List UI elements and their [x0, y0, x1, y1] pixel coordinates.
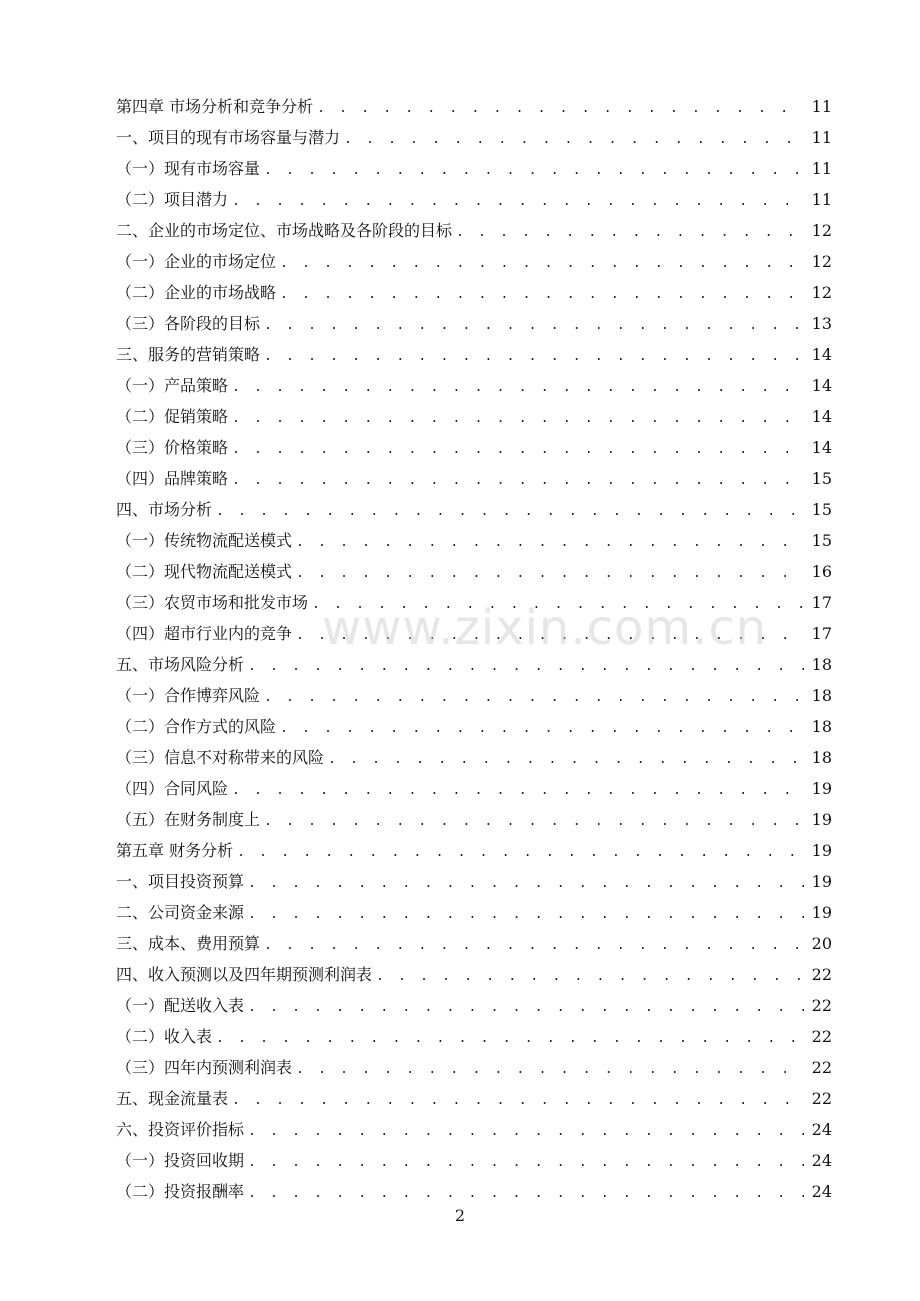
toc-entry[interactable]: [116, 184, 832, 215]
toc-entry[interactable]: [116, 1176, 832, 1207]
toc-dot-leader: [232, 186, 804, 217]
toc-entry-page: 18: [811, 655, 832, 674]
toc-dot-leader: [344, 124, 804, 155]
toc-entry-page: 14: [811, 438, 832, 457]
toc-entry-page: 11: [811, 159, 832, 178]
toc-entry[interactable]: [116, 649, 832, 680]
toc-entry-page: 22: [811, 996, 832, 1015]
toc-dot-leader: [232, 465, 804, 496]
toc-dot-leader: [296, 1054, 804, 1085]
toc-dot-leader: [232, 434, 804, 465]
toc-entry-title: （二）合作方式的风险: [116, 717, 277, 736]
toc-dot-leader: [456, 217, 804, 248]
toc-entry-page: 19: [811, 903, 832, 922]
toc-entry-page: 24: [811, 1120, 832, 1139]
toc-entry[interactable]: [116, 866, 832, 897]
toc-entry-title: （二）企业的市场战略: [116, 283, 277, 302]
toc-entry[interactable]: [116, 1145, 832, 1176]
toc-dot-leader: [248, 651, 804, 682]
toc-dot-leader: [232, 775, 804, 806]
toc-dot-leader: [280, 713, 804, 744]
toc-dot-leader: [280, 248, 804, 279]
toc-entry-title: （二）现代物流配送模式: [116, 562, 293, 581]
toc-entry-title: （一）产品策略: [116, 376, 229, 395]
toc-entry[interactable]: [116, 525, 832, 556]
toc-entry[interactable]: [116, 680, 832, 711]
toc-entry-page: 17: [811, 593, 832, 612]
toc-entry[interactable]: [116, 122, 832, 153]
toc-entry-page: 18: [811, 686, 832, 705]
toc-entry-title: （四）超市行业内的竞争: [116, 624, 293, 643]
toc-entry-title: 五、现金流量表: [116, 1089, 229, 1108]
toc-entry[interactable]: [116, 742, 832, 773]
toc-entry-page: 22: [811, 965, 832, 984]
toc-entry-title: 三、服务的营销策略: [116, 345, 261, 364]
toc-entry-title: 六、投资评价指标: [116, 1120, 245, 1139]
toc-dot-leader: [264, 310, 804, 341]
toc-dot-leader: [248, 1147, 804, 1178]
toc-entry[interactable]: [116, 556, 832, 587]
toc-entry-page: 15: [811, 500, 832, 519]
toc-entry-title: 一、项目的现有市场容量与潜力: [116, 128, 341, 147]
toc-entry-page: 12: [811, 221, 832, 240]
toc-entry-page: 20: [811, 934, 832, 953]
toc-dot-leader: [264, 806, 804, 837]
toc-entry[interactable]: [116, 401, 832, 432]
toc-entry-title: （二）促销策略: [116, 407, 229, 426]
toc-entry-page: 19: [811, 841, 832, 860]
toc-entry[interactable]: [116, 1021, 832, 1052]
toc-entry-title: 第五章 财务分析: [116, 841, 234, 860]
toc-entry[interactable]: [116, 1083, 832, 1114]
toc-entry[interactable]: [116, 804, 832, 835]
toc-entry-page: 22: [811, 1089, 832, 1108]
toc-dot-leader: [264, 155, 804, 186]
toc-entry-page: 13: [811, 314, 832, 333]
toc-dot-leader: [296, 558, 804, 589]
table-of-contents: [116, 91, 832, 1207]
toc-entry-title: （三）价格策略: [116, 438, 229, 457]
toc-entry[interactable]: [116, 215, 832, 246]
toc-entry-title: 四、市场分析: [116, 500, 213, 519]
toc-dot-leader: [248, 868, 804, 899]
toc-dot-leader: [280, 279, 804, 310]
toc-dot-leader: [264, 930, 804, 961]
toc-entry-title: 三、成本、费用预算: [116, 934, 261, 953]
toc-dot-leader: [237, 837, 804, 868]
toc-entry-title: （一）传统物流配送模式: [116, 531, 293, 550]
toc-entry-title: （四）合同风险: [116, 779, 229, 798]
toc-entry[interactable]: [116, 897, 832, 928]
toc-dot-leader: [232, 403, 804, 434]
toc-dot-leader: [296, 527, 804, 558]
toc-entry[interactable]: [116, 587, 832, 618]
toc-entry-title: （三）信息不对称带来的风险: [116, 748, 325, 767]
toc-entry-page: 11: [811, 128, 832, 147]
toc-entry-page: 18: [811, 748, 832, 767]
toc-entry-title: （一）配送收入表: [116, 996, 245, 1015]
toc-entry-page: 17: [811, 624, 832, 643]
watermark: www.zixin.com.cn: [322, 600, 768, 656]
toc-entry-page: 18: [811, 717, 832, 736]
toc-entry[interactable]: [116, 1052, 832, 1083]
toc-dot-leader: [248, 1116, 804, 1147]
toc-entry-title: （三）四年内预测利润表: [116, 1058, 293, 1077]
toc-entry-title: 二、企业的市场定位、市场战略及各阶段的目标: [116, 221, 453, 240]
toc-entry-title: （五）在财务制度上: [116, 810, 261, 829]
toc-entry-title: （一）现有市场容量: [116, 159, 261, 178]
toc-entry-title: （三）农贸市场和批发市场: [116, 593, 309, 612]
toc-dot-leader: [312, 589, 804, 620]
toc-entry-title: （一）企业的市场定位: [116, 252, 277, 271]
toc-entry[interactable]: [116, 463, 832, 494]
toc-entry[interactable]: [116, 246, 832, 277]
toc-dot-leader: [216, 496, 804, 527]
toc-entry-page: 14: [811, 376, 832, 395]
toc-entry[interactable]: [116, 990, 832, 1021]
toc-entry-title: （二）收入表: [116, 1027, 213, 1046]
toc-dot-leader: [296, 620, 804, 651]
toc-dot-leader: [248, 1178, 804, 1209]
toc-dot-leader: [264, 341, 804, 372]
toc-entry[interactable]: [116, 153, 832, 184]
toc-dot-leader: [264, 682, 804, 713]
toc-entry[interactable]: [116, 339, 832, 370]
page-number: 2: [454, 1206, 466, 1225]
toc-entry-page: 12: [811, 283, 832, 302]
toc-entry-title: 四、收入预测以及四年期预测利润表: [116, 965, 373, 984]
toc-entry-title: （四）品牌策略: [116, 469, 229, 488]
toc-entry-title: （三）各阶段的目标: [116, 314, 261, 333]
toc-entry-page: 15: [811, 469, 832, 488]
toc-entry[interactable]: [116, 711, 832, 742]
toc-entry-title: 一、项目投资预算: [116, 872, 245, 891]
toc-entry[interactable]: [116, 494, 832, 525]
toc-entry-page: 15: [811, 531, 832, 550]
toc-dot-leader: [232, 1085, 804, 1116]
toc-entry-page: 19: [811, 779, 832, 798]
toc-dot-leader: [328, 744, 804, 775]
toc-entry[interactable]: [116, 928, 832, 959]
toc-dot-leader: [376, 961, 804, 992]
toc-entry-page: 19: [811, 872, 832, 891]
toc-entry-title: 二、公司资金来源: [116, 903, 245, 922]
toc-entry[interactable]: [116, 91, 832, 122]
toc-entry[interactable]: [116, 959, 832, 990]
toc-entry-page: 22: [811, 1058, 832, 1077]
toc-entry[interactable]: [116, 773, 832, 804]
toc-entry[interactable]: [116, 1114, 832, 1145]
toc-entry-title: （二）投资报酬率: [116, 1182, 245, 1201]
toc-entry[interactable]: [116, 308, 832, 339]
toc-entry-page: 22: [811, 1027, 832, 1046]
toc-dot-leader: [216, 1023, 804, 1054]
toc-dot-leader: [317, 93, 804, 124]
toc-entry-title: （一）投资回收期: [116, 1151, 245, 1170]
toc-dot-leader: [232, 372, 804, 403]
toc-entry-page: 12: [811, 252, 832, 271]
toc-entry[interactable]: [116, 432, 832, 463]
toc-entry-page: 11: [811, 190, 832, 209]
toc-entry[interactable]: [116, 277, 832, 308]
toc-entry-title: 五、市场风险分析: [116, 655, 245, 674]
toc-entry-page: 16: [811, 562, 832, 581]
toc-dot-leader: [248, 899, 804, 930]
toc-entry-title: （二）项目潜力: [116, 190, 229, 209]
toc-entry-page: 19: [811, 810, 832, 829]
toc-entry-page: 14: [811, 407, 832, 426]
toc-entry-page: 14: [811, 345, 832, 364]
toc-dot-leader: [248, 992, 804, 1023]
toc-entry-page: 24: [811, 1182, 832, 1201]
toc-entry[interactable]: [116, 835, 832, 866]
toc-entry[interactable]: [116, 370, 832, 401]
toc-entry[interactable]: [116, 618, 832, 649]
toc-entry-title: （一）合作博弈风险: [116, 686, 261, 705]
toc-entry-page: 24: [811, 1151, 832, 1170]
toc-entry-page: 11: [811, 97, 832, 116]
toc-entry-title: 第四章 市场分析和竞争分析: [116, 97, 314, 116]
